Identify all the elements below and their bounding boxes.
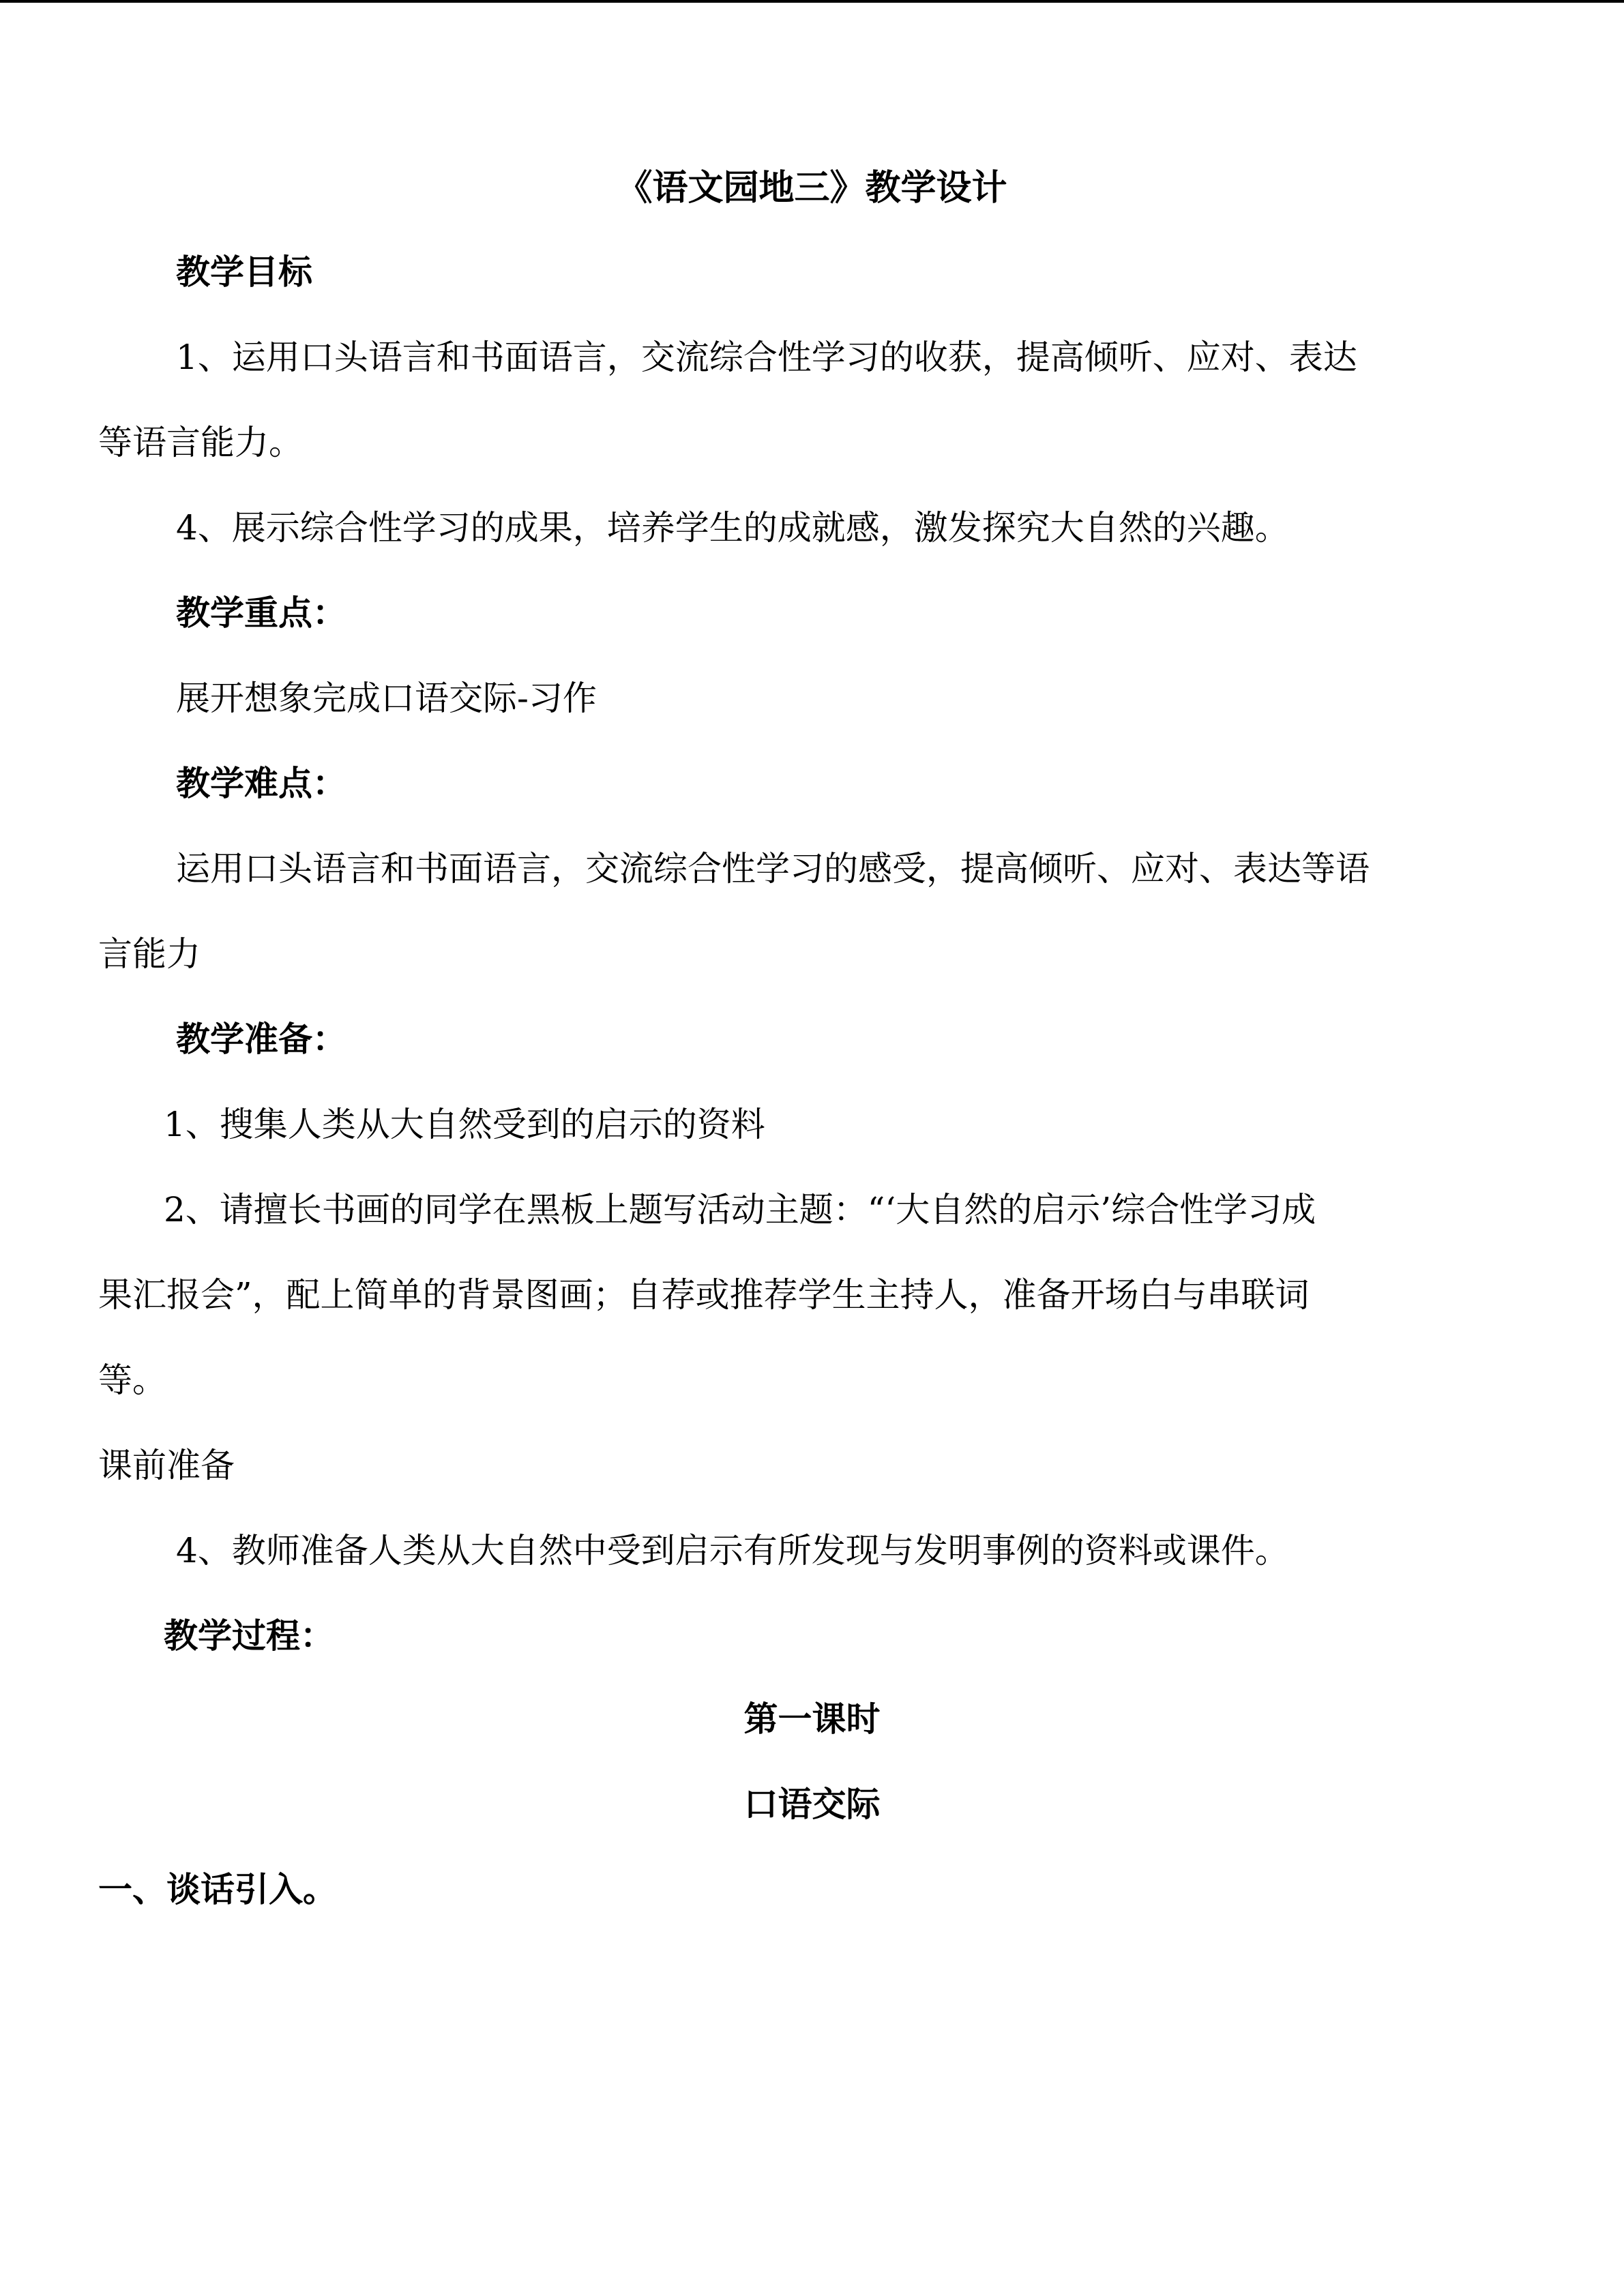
lesson-title: 第一课时 [743,1699,881,1739]
preparation-item-1: 1、搜集人类从大自然受到的启示的资料 [164,1105,765,1144]
preparation-item-2-line-2: 果汇报会”，配上简单的背景图画；自荐或推荐学生主持人，准备开场白与串联词 [98,1275,1310,1315]
difficulties-line-1: 运用口头语言和书面语言，交流综合性学习的感受，提高倾听、应对、表达等语 [176,849,1370,889]
objective-1-line-1: 1、运用口头语言和书面语言，交流综合性学习的收获，提高倾听、应对、表达 [176,338,1357,377]
difficulties-heading: 教学难点： [176,764,346,803]
key-points-text: 展开想象完成口语交际-习作 [176,679,597,718]
pre-class-item-4: 4、教师准备人类从大自然中受到启示有所发现与发明事例的资料或课件。 [176,1531,1289,1570]
step-1-heading: 一、谈话引入。 [98,1870,337,1909]
key-points-heading: 教学重点： [176,593,346,633]
objective-1-line-2: 等语言能力。 [98,423,303,462]
lesson-subtitle: 口语交际 [743,1785,881,1824]
preparation-item-2-line-3: 等。 [98,1360,166,1400]
objective-4: 4、展示综合性学习的成果，培养学生的成就感，激发探究大自然的兴趣。 [176,508,1289,548]
preparation-heading: 教学准备： [176,1019,346,1059]
preparation-item-2-line-1: 2、请擅长书画的同学在黑板上题写活动主题：“‘大自然的启示’综合性学习成 [164,1190,1316,1229]
pre-class-heading: 课前准备 [98,1446,235,1485]
process-heading: 教学过程： [164,1616,334,1656]
document-title: 《语文园地三》教学设计 [617,168,1007,209]
top-border-rule [0,0,1624,3]
objectives-heading: 教学目标 [176,252,312,292]
difficulties-line-2: 言能力 [98,934,201,974]
